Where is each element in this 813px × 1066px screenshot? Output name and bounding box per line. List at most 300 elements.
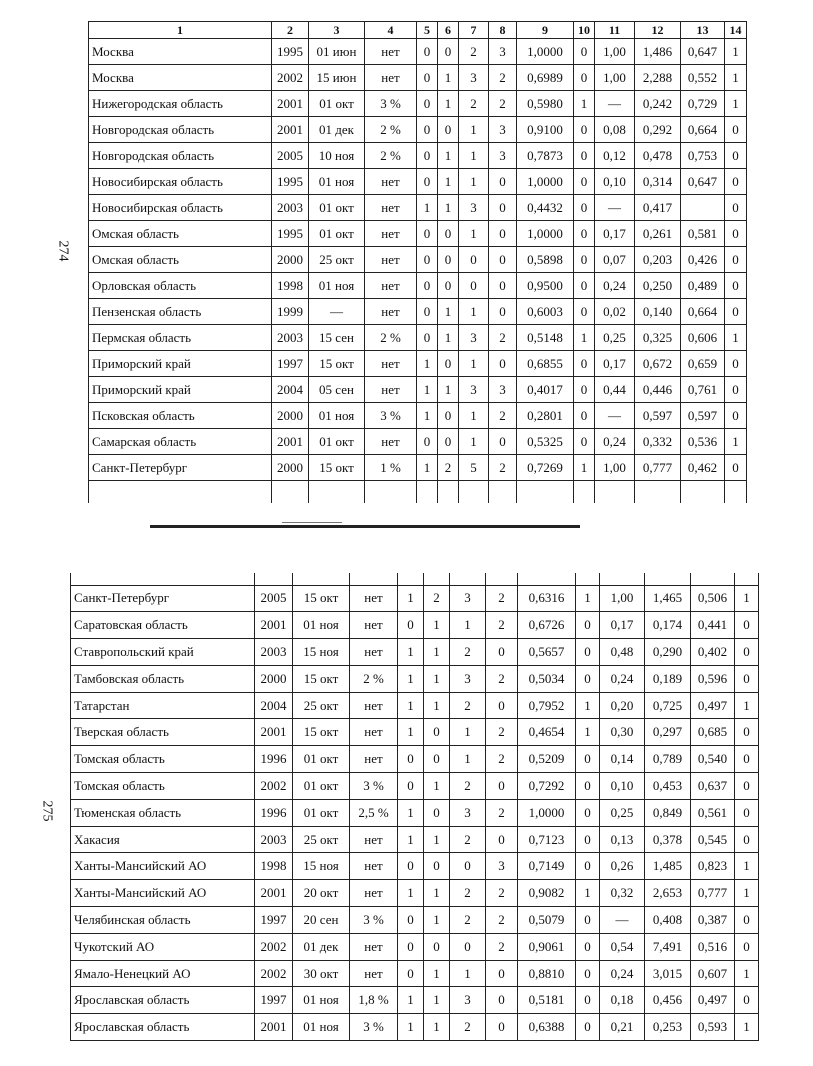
- col-9-cell: 0,5181: [518, 987, 576, 1014]
- col-10-cell: 0: [576, 933, 600, 960]
- col-7-cell: 2: [450, 826, 486, 853]
- col-4-cell: нет: [350, 612, 398, 639]
- col-10-cell: 0: [576, 960, 600, 987]
- col-10-cell: 0: [574, 247, 595, 273]
- col-13-cell: 0,637: [691, 773, 735, 800]
- col-5-cell: 1: [398, 639, 424, 666]
- col-14-cell: 0: [725, 221, 747, 247]
- col-11-cell: 0,18: [600, 987, 645, 1014]
- col-9-cell: 0,4432: [517, 195, 574, 221]
- col-9-cell: 0,5980: [517, 91, 574, 117]
- col-9-cell: 0,9500: [517, 273, 574, 299]
- col-8-cell: 0: [486, 773, 518, 800]
- region-cell: Ярославская область: [71, 1014, 255, 1041]
- col-14-cell: 1: [735, 585, 759, 612]
- table-row: [71, 799, 759, 826]
- col-4-cell: 1,8 %: [350, 987, 398, 1014]
- col-5-cell: 0: [417, 143, 438, 169]
- col-3-cell: 01 ноя: [293, 987, 350, 1014]
- col-10-cell: 0: [574, 273, 595, 299]
- col-11-cell: 0,08: [595, 117, 635, 143]
- col-13-cell: 0,387: [691, 907, 735, 934]
- col-5-cell: 1: [398, 585, 424, 612]
- region-cell: Ямало-Ненецкий АО: [71, 960, 255, 987]
- col-11-cell: —: [600, 907, 645, 934]
- col-7-cell: 1: [459, 299, 489, 325]
- col-8-cell: 2: [486, 880, 518, 907]
- col-10-cell: 0: [576, 612, 600, 639]
- col-8-cell: 0: [489, 273, 517, 299]
- col-13-cell: 0,647: [681, 169, 725, 195]
- col-11-cell: 0,10: [600, 773, 645, 800]
- col-3-cell: 01 июн: [309, 39, 365, 65]
- empty-cell: [255, 573, 293, 585]
- col-4-cell: 3 %: [350, 773, 398, 800]
- column-number-header: 4: [365, 22, 417, 39]
- empty-cell: [489, 481, 517, 503]
- col-5-cell: 0: [417, 117, 438, 143]
- table-row: [89, 325, 747, 351]
- col-13-cell: 0,462: [681, 455, 725, 481]
- col-13-cell: 0,753: [681, 143, 725, 169]
- col-7-cell: 1: [450, 719, 486, 746]
- col-4-cell: нет: [350, 933, 398, 960]
- col-4-cell: 1 %: [365, 455, 417, 481]
- col-4-cell: нет: [350, 853, 398, 880]
- col-7-cell: 2: [459, 39, 489, 65]
- table-row: [89, 143, 747, 169]
- col-10-cell: 0: [574, 221, 595, 247]
- table-row: [71, 585, 759, 612]
- col-3-cell: 01 ноя: [309, 403, 365, 429]
- col-9-cell: 0,7269: [517, 455, 574, 481]
- region-cell: Ярославская область: [71, 987, 255, 1014]
- empty-cell: [691, 573, 735, 585]
- col-3-cell: —: [309, 299, 365, 325]
- col-5-cell: 0: [417, 273, 438, 299]
- col-4-cell: нет: [365, 299, 417, 325]
- col-10-cell: 1: [576, 719, 600, 746]
- col-5-cell: 1: [398, 1014, 424, 1041]
- col-8-cell: 2: [489, 325, 517, 351]
- col-4-cell: 2,5 %: [350, 799, 398, 826]
- col-2-cell: 2001: [255, 612, 293, 639]
- col-8-cell: 0: [486, 1014, 518, 1041]
- col-8-cell: 0: [486, 987, 518, 1014]
- col-12-cell: 0,261: [635, 221, 681, 247]
- col-13-cell: 0,664: [681, 117, 725, 143]
- empty-cell: [459, 481, 489, 503]
- col-13-cell: 0,581: [681, 221, 725, 247]
- col-9-cell: 1,0000: [517, 39, 574, 65]
- col-6-cell: 1: [424, 880, 450, 907]
- col-3-cell: 15 окт: [293, 665, 350, 692]
- empty-cell: [309, 481, 365, 503]
- col-3-cell: 01 ноя: [293, 1014, 350, 1041]
- region-cell: Орловская область: [89, 273, 272, 299]
- col-2-cell: 2005: [255, 585, 293, 612]
- col-14-cell: 0: [725, 403, 747, 429]
- col-7-cell: 3: [459, 65, 489, 91]
- table-row: [89, 403, 747, 429]
- col-14-cell: 0: [735, 933, 759, 960]
- region-cell: Пензенская область: [89, 299, 272, 325]
- col-12-cell: 0,174: [645, 612, 691, 639]
- table-row: [71, 612, 759, 639]
- col-10-cell: 0: [574, 195, 595, 221]
- col-6-cell: 1: [424, 665, 450, 692]
- region-cell: Новгородская область: [89, 117, 272, 143]
- page-divider-fade: [282, 522, 342, 523]
- col-11-cell: 1,00: [600, 585, 645, 612]
- col-9-cell: 0,5325: [517, 429, 574, 455]
- column-number-header: 13: [681, 22, 725, 39]
- col-4-cell: 2 %: [365, 325, 417, 351]
- col-11-cell: —: [595, 195, 635, 221]
- table-row: [71, 907, 759, 934]
- table-row: [71, 987, 759, 1014]
- col-6-cell: 1: [438, 377, 459, 403]
- col-8-cell: 3: [486, 853, 518, 880]
- col-7-cell: 3: [450, 799, 486, 826]
- col-4-cell: 3 %: [350, 907, 398, 934]
- col-8-cell: 2: [486, 719, 518, 746]
- col-9-cell: 0,6388: [518, 1014, 576, 1041]
- col-2-cell: 2002: [272, 65, 309, 91]
- col-5-cell: 0: [417, 65, 438, 91]
- empty-cell: [681, 481, 725, 503]
- col-5-cell: 0: [398, 853, 424, 880]
- col-11-cell: 0,24: [600, 960, 645, 987]
- col-2-cell: 2003: [272, 195, 309, 221]
- col-9-cell: 0,9061: [518, 933, 576, 960]
- col-9-cell: 0,5209: [518, 746, 576, 773]
- col-10-cell: 1: [576, 692, 600, 719]
- col-11-cell: 0,17: [600, 612, 645, 639]
- col-12-cell: 0,408: [645, 907, 691, 934]
- col-8-cell: 0: [489, 429, 517, 455]
- col-2-cell: 2002: [255, 933, 293, 960]
- col-9-cell: 0,9082: [518, 880, 576, 907]
- col-12-cell: 0,478: [635, 143, 681, 169]
- col-12-cell: 3,015: [645, 960, 691, 987]
- col-2-cell: 1995: [272, 169, 309, 195]
- col-8-cell: 2: [486, 933, 518, 960]
- col-4-cell: нет: [365, 377, 417, 403]
- col-14-cell: 0: [735, 746, 759, 773]
- col-8-cell: 0: [486, 960, 518, 987]
- col-13-cell: 0,596: [691, 665, 735, 692]
- col-7-cell: 3: [450, 665, 486, 692]
- col-9-cell: 0,5148: [517, 325, 574, 351]
- col-14-cell: 0: [735, 665, 759, 692]
- table-row: [71, 960, 759, 987]
- col-8-cell: 0: [489, 169, 517, 195]
- table-row: [89, 39, 747, 65]
- col-7-cell: 0: [459, 247, 489, 273]
- region-cell: Томская область: [71, 746, 255, 773]
- col-5-cell: 0: [417, 169, 438, 195]
- col-4-cell: нет: [365, 273, 417, 299]
- col-12-cell: 0,325: [635, 325, 681, 351]
- col-9-cell: 0,9100: [517, 117, 574, 143]
- col-6-cell: 2: [438, 455, 459, 481]
- col-5-cell: 1: [398, 665, 424, 692]
- region-cell: Омская область: [89, 247, 272, 273]
- col-5-cell: 0: [398, 907, 424, 934]
- col-14-cell: 0: [725, 299, 747, 325]
- col-13-cell: 0,606: [681, 325, 725, 351]
- table-row: [71, 665, 759, 692]
- col-10-cell: 0: [576, 799, 600, 826]
- region-cell: Чукотский АО: [71, 933, 255, 960]
- col-7-cell: 1: [459, 429, 489, 455]
- table-row: [71, 639, 759, 666]
- page-divider-rule: [150, 525, 580, 528]
- col-11-cell: 0,32: [600, 880, 645, 907]
- col-13-cell: 0,607: [691, 960, 735, 987]
- col-5-cell: 0: [398, 746, 424, 773]
- col-14-cell: 1: [725, 65, 747, 91]
- col-4-cell: 2 %: [350, 665, 398, 692]
- col-4-cell: нет: [350, 826, 398, 853]
- col-13-cell: 0,593: [691, 1014, 735, 1041]
- col-3-cell: 01 дек: [309, 117, 365, 143]
- col-4-cell: нет: [350, 692, 398, 719]
- col-12-cell: 0,446: [635, 377, 681, 403]
- col-12-cell: 0,314: [635, 169, 681, 195]
- col-6-cell: 0: [438, 403, 459, 429]
- col-7-cell: 1: [459, 117, 489, 143]
- col-5-cell: 1: [398, 880, 424, 907]
- col-8-cell: 3: [489, 117, 517, 143]
- col-10-cell: 0: [574, 117, 595, 143]
- col-11-cell: 1,00: [595, 455, 635, 481]
- empty-cell: [71, 573, 255, 585]
- col-6-cell: 1: [438, 143, 459, 169]
- col-3-cell: 15 окт: [293, 719, 350, 746]
- col-12-cell: 1,465: [645, 585, 691, 612]
- col-10-cell: 0: [576, 746, 600, 773]
- col-12-cell: 1,485: [645, 853, 691, 880]
- col-6-cell: 1: [424, 826, 450, 853]
- data-table-bottom: [70, 573, 759, 1041]
- col-14-cell: 0: [735, 907, 759, 934]
- col-3-cell: 01 окт: [293, 799, 350, 826]
- col-12-cell: 0,597: [635, 403, 681, 429]
- column-number-header: 1: [89, 22, 272, 39]
- col-3-cell: 05 сен: [309, 377, 365, 403]
- col-4-cell: нет: [350, 585, 398, 612]
- col-3-cell: 15 ноя: [293, 853, 350, 880]
- col-12-cell: 0,297: [645, 719, 691, 746]
- col-6-cell: 1: [424, 960, 450, 987]
- col-2-cell: 1996: [255, 746, 293, 773]
- table-row: [89, 65, 747, 91]
- col-14-cell: 1: [725, 325, 747, 351]
- region-cell: Пермская область: [89, 325, 272, 351]
- col-10-cell: 1: [574, 325, 595, 351]
- empty-cell: [735, 573, 759, 585]
- col-3-cell: 10 ноя: [309, 143, 365, 169]
- col-14-cell: 1: [735, 853, 759, 880]
- region-cell: Ханты-Мансийский АО: [71, 853, 255, 880]
- col-6-cell: 1: [438, 195, 459, 221]
- col-12-cell: 0,456: [645, 987, 691, 1014]
- table-row: [71, 933, 759, 960]
- col-14-cell: 0: [735, 799, 759, 826]
- col-6-cell: 0: [438, 117, 459, 143]
- col-12-cell: 0,417: [635, 195, 681, 221]
- col-10-cell: 0: [576, 853, 600, 880]
- table-row: [71, 880, 759, 907]
- col-8-cell: 0: [489, 299, 517, 325]
- col-7-cell: 1: [459, 221, 489, 247]
- col-2-cell: 2004: [255, 692, 293, 719]
- col-3-cell: 25 окт: [293, 826, 350, 853]
- col-3-cell: 15 окт: [309, 455, 365, 481]
- col-12-cell: 0,203: [635, 247, 681, 273]
- col-11-cell: 0,14: [600, 746, 645, 773]
- empty-cell: [424, 573, 450, 585]
- col-14-cell: 0: [725, 117, 747, 143]
- col-12-cell: 0,290: [645, 639, 691, 666]
- col-9-cell: 0,7149: [518, 853, 576, 880]
- col-13-cell: 0,761: [681, 377, 725, 403]
- col-11-cell: 0,48: [600, 639, 645, 666]
- region-cell: Нижегородская область: [89, 91, 272, 117]
- table-row: [89, 429, 747, 455]
- col-10-cell: 0: [574, 65, 595, 91]
- region-cell: Москва: [89, 65, 272, 91]
- column-number-header: 2: [272, 22, 309, 39]
- col-14-cell: 0: [735, 826, 759, 853]
- col-12-cell: 2,653: [645, 880, 691, 907]
- col-4-cell: нет: [365, 221, 417, 247]
- col-3-cell: 01 ноя: [309, 273, 365, 299]
- col-2-cell: 2005: [272, 143, 309, 169]
- col-7-cell: 3: [450, 987, 486, 1014]
- col-6-cell: 1: [438, 91, 459, 117]
- col-14-cell: 0: [735, 612, 759, 639]
- table-row: [89, 169, 747, 195]
- col-5-cell: 1: [398, 692, 424, 719]
- col-12-cell: 0,378: [645, 826, 691, 853]
- col-10-cell: 0: [576, 1014, 600, 1041]
- region-cell: Саратовская область: [71, 612, 255, 639]
- col-12-cell: 0,292: [635, 117, 681, 143]
- table-row: [89, 351, 747, 377]
- col-8-cell: 0: [486, 826, 518, 853]
- col-2-cell: 2000: [272, 403, 309, 429]
- col-6-cell: 0: [438, 221, 459, 247]
- empty-cell: [600, 573, 645, 585]
- table-row: [89, 91, 747, 117]
- empty-cell: [417, 481, 438, 503]
- col-3-cell: 30 окт: [293, 960, 350, 987]
- empty-cell: [518, 573, 576, 585]
- col-13-cell: 0,729: [681, 91, 725, 117]
- col-14-cell: 0: [725, 377, 747, 403]
- empty-cell: [272, 481, 309, 503]
- col-6-cell: 1: [424, 987, 450, 1014]
- col-13-cell: 0,536: [681, 429, 725, 455]
- col-6-cell: 0: [438, 39, 459, 65]
- col-11-cell: 0,13: [600, 826, 645, 853]
- col-14-cell: 0: [725, 273, 747, 299]
- col-3-cell: 20 сен: [293, 907, 350, 934]
- region-cell: Ставропольский край: [71, 639, 255, 666]
- col-9-cell: 1,0000: [518, 799, 576, 826]
- col-13-cell: 0,664: [681, 299, 725, 325]
- col-10-cell: 0: [574, 299, 595, 325]
- col-13-cell: 0,552: [681, 65, 725, 91]
- empty-cell: [350, 573, 398, 585]
- empty-row: [89, 481, 747, 503]
- table-row: [71, 719, 759, 746]
- col-13-cell: 0,647: [681, 39, 725, 65]
- region-cell: Санкт-Петербург: [71, 585, 255, 612]
- region-cell: Новосибирская область: [89, 169, 272, 195]
- col-6-cell: 0: [438, 273, 459, 299]
- col-9-cell: 0,2801: [517, 403, 574, 429]
- col-2-cell: 2001: [272, 429, 309, 455]
- col-14-cell: 0: [725, 169, 747, 195]
- col-13-cell: 0,540: [691, 746, 735, 773]
- col-5-cell: 1: [398, 987, 424, 1014]
- col-6-cell: 2: [424, 585, 450, 612]
- col-9-cell: 0,5898: [517, 247, 574, 273]
- col-13-cell: 0,426: [681, 247, 725, 273]
- col-10-cell: 0: [574, 377, 595, 403]
- col-12-cell: 0,140: [635, 299, 681, 325]
- col-2-cell: 2001: [255, 719, 293, 746]
- col-7-cell: 1: [450, 746, 486, 773]
- page-number-top: 274: [55, 240, 71, 262]
- col-3-cell: 01 окт: [309, 195, 365, 221]
- col-6-cell: 1: [424, 692, 450, 719]
- table-row: [89, 377, 747, 403]
- col-11-cell: —: [595, 91, 635, 117]
- col-12-cell: 0,849: [645, 799, 691, 826]
- col-5-cell: 1: [417, 455, 438, 481]
- col-14-cell: 1: [735, 1014, 759, 1041]
- region-cell: Омская область: [89, 221, 272, 247]
- empty-cell: [450, 573, 486, 585]
- col-13-cell: 0,561: [691, 799, 735, 826]
- region-cell: Томская область: [71, 773, 255, 800]
- region-cell: Челябинская область: [71, 907, 255, 934]
- col-6-cell: 0: [438, 429, 459, 455]
- col-6-cell: 0: [438, 351, 459, 377]
- col-4-cell: нет: [350, 880, 398, 907]
- column-number-header: 10: [574, 22, 595, 39]
- col-5-cell: 1: [417, 351, 438, 377]
- col-2-cell: 2001: [255, 880, 293, 907]
- empty-cell: [574, 481, 595, 503]
- col-8-cell: 2: [486, 665, 518, 692]
- col-3-cell: 15 окт: [309, 351, 365, 377]
- col-14-cell: 0: [735, 639, 759, 666]
- empty-cell: [635, 481, 681, 503]
- empty-cell: [293, 573, 350, 585]
- col-7-cell: 2: [450, 880, 486, 907]
- col-11-cell: 0,24: [595, 273, 635, 299]
- col-9-cell: 0,7952: [518, 692, 576, 719]
- col-14-cell: 1: [735, 692, 759, 719]
- col-8-cell: 2: [489, 403, 517, 429]
- col-7-cell: 0: [450, 933, 486, 960]
